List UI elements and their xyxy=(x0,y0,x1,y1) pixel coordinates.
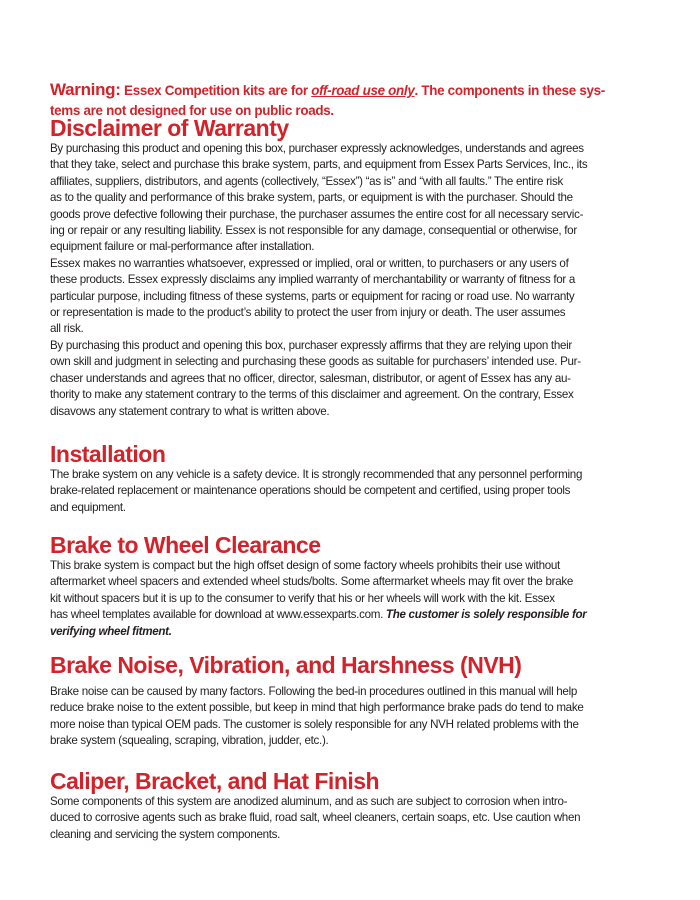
body-text: as to the quality and performance of this brake system, parts, or equipment is with the purchaser. Should the xyxy=(50,191,573,205)
body-text: thority to make any statement contrary to the terms of this disclaimer and agreement. On the contrary, Essex xyxy=(50,388,574,402)
body-text-line xyxy=(50,289,650,305)
body-text: goods prove defective following their purchase, the purchaser assumes the entire cost for all necessary servic- xyxy=(50,207,584,221)
body-text-line xyxy=(50,467,650,483)
warning-text: Essex Competition kits are for xyxy=(120,83,312,98)
body-text: By purchasing this product and opening this box, purchaser expressly affirms that they are relying upon their xyxy=(50,338,572,352)
body-text-line xyxy=(50,256,650,272)
body-text: brake system (squealing, scraping, vibration, judder, etc.). xyxy=(50,734,329,748)
section-disclaimer xyxy=(50,115,650,420)
body-text-line xyxy=(50,810,650,826)
section-heading: Installation xyxy=(50,441,166,467)
warning-text: . The components in these sys- xyxy=(414,83,605,98)
body-text: This brake system is compact but the high offset design of some factory wheels prohibits their use without xyxy=(50,559,560,572)
body-text: The brake system on any vehicle is a safety device. It is strongly recommended that any personnel performing xyxy=(50,468,583,481)
body-text-line xyxy=(50,371,650,387)
body-text-line xyxy=(50,354,650,370)
body-text-line xyxy=(50,223,650,239)
body-text: that they take, select and purchase this brake system, parts, and equipment from Essex Parts Services, Inc., its xyxy=(50,158,588,172)
body-text: reduce brake noise to the extent possible, but keep in mind that high performance brake pads do tend to make xyxy=(50,701,584,715)
body-text-line xyxy=(50,574,650,590)
section-installation xyxy=(50,441,650,516)
body-text-line xyxy=(50,733,650,749)
section-body xyxy=(50,467,650,516)
body-text: By purchasing this product and opening this box, purchaser expressly acknowledges, understands and agrees xyxy=(50,142,584,155)
body-text-line xyxy=(50,558,650,574)
body-text-line xyxy=(50,483,650,499)
body-text: more noise than typical OEM pads. The customer is solely responsible for any NVH related problems with the xyxy=(50,717,579,731)
body-text-line xyxy=(50,684,650,700)
section-body xyxy=(50,558,650,640)
section-wheel-clearance xyxy=(50,532,650,640)
body-text-line xyxy=(50,794,650,810)
body-text: or representation is made to the product’s ability to protect the user from injury or death. The user assumes xyxy=(50,306,566,320)
body-text-line xyxy=(50,174,650,190)
body-text: aftermarket wheel spacers and extended wheel studs/bolts. Some aftermarket wheels may fit over the brake xyxy=(50,575,573,589)
body-text: particular purpose, including fitness of these systems, parts or equipment for racing or road use. No warranty xyxy=(50,289,575,303)
body-text: kit without spacers but it is up to the consumer to verify that his or her wheels will work with the kit. Essex xyxy=(50,591,555,605)
body-text: cleaning and servicing the system components. xyxy=(50,827,281,841)
body-text-line xyxy=(50,500,650,516)
body-text-line xyxy=(50,387,650,403)
body-text: these products. Essex expressly disclaims any implied warranty of merchantability or warranty of fitness for a xyxy=(50,273,576,287)
body-text-line xyxy=(50,591,650,607)
body-text: ing or repair or any resulting liability. Essex is not responsible for any damage, consequential or otherwise, for xyxy=(50,224,577,238)
body-text: duced to corrosive agents such as brake fluid, road salt, wheel cleaners, certain soaps, etc. Use caution when xyxy=(50,811,581,825)
section-heading: Caliper, Bracket, and Hat Finish xyxy=(50,768,380,794)
body-text-line xyxy=(50,190,650,206)
body-text-line xyxy=(50,700,650,716)
body-text-line xyxy=(50,717,650,733)
body-text-line xyxy=(50,404,650,420)
body-text: Brake noise can be caused by many factors. Following the bed-in procedures outlined in this manual will help xyxy=(50,685,577,698)
body-text: affiliates, suppliers, distributors, and agents (collectively, “Essex”) “as is” and “with all faults.” The entire risk xyxy=(50,174,563,188)
responsibility-note: verifying wheel fitment. xyxy=(50,624,172,638)
body-text: all risk. xyxy=(50,322,84,336)
section-finish xyxy=(50,768,650,843)
section-heading: Brake to Wheel Clearance xyxy=(50,532,321,558)
body-text-line xyxy=(50,207,650,223)
body-text-line xyxy=(50,321,650,337)
section-nvh xyxy=(50,652,650,750)
section-heading: Disclaimer of Warranty xyxy=(50,115,289,141)
section-body xyxy=(50,141,650,420)
body-text-line xyxy=(50,305,650,321)
body-text: Essex makes no warranties whatsoever, expressed or implied, oral or written, to purchasers or any users of xyxy=(50,256,569,270)
body-text: chaser understands and agrees that no officer, director, salesman, distributor, or agent of Essex has any au- xyxy=(50,371,571,385)
body-text: own skill and judgment in selecting and purchasing these goods as suitable for purchasers’ intended use. Pur- xyxy=(50,355,581,369)
body-text: equipment failure or mal-performance after installation. xyxy=(50,240,315,254)
responsibility-note: The customer is solely responsible for xyxy=(385,608,587,622)
warning-emphasis: off-road use only xyxy=(311,83,415,98)
body-text-line xyxy=(50,239,650,255)
section-body xyxy=(50,684,650,750)
body-text: brake-related replacement or maintenance operations should be competent and certified, using proper tools xyxy=(50,484,571,498)
body-text: and equipment. xyxy=(50,500,126,514)
body-text-line xyxy=(50,141,650,157)
section-body xyxy=(50,794,650,843)
body-text: has wheel templates available for download at www.essexparts.com. xyxy=(50,608,386,622)
warning-label: Warning: xyxy=(50,80,121,99)
body-text: disavows any statement contrary to what is written above. xyxy=(50,404,330,418)
body-text: Some components of this system are anodized aluminum, and as such are subject to corrosion when intro- xyxy=(50,795,568,808)
body-text-line xyxy=(50,827,650,843)
body-text-line xyxy=(50,607,650,623)
warning-text: tems are not designed for use on public roads. xyxy=(50,103,334,118)
body-text-line xyxy=(50,338,650,354)
section-heading: Brake Noise, Vibration, and Harshness (NVH) xyxy=(50,652,522,678)
body-text-line xyxy=(50,157,650,173)
body-text-line xyxy=(50,272,650,288)
